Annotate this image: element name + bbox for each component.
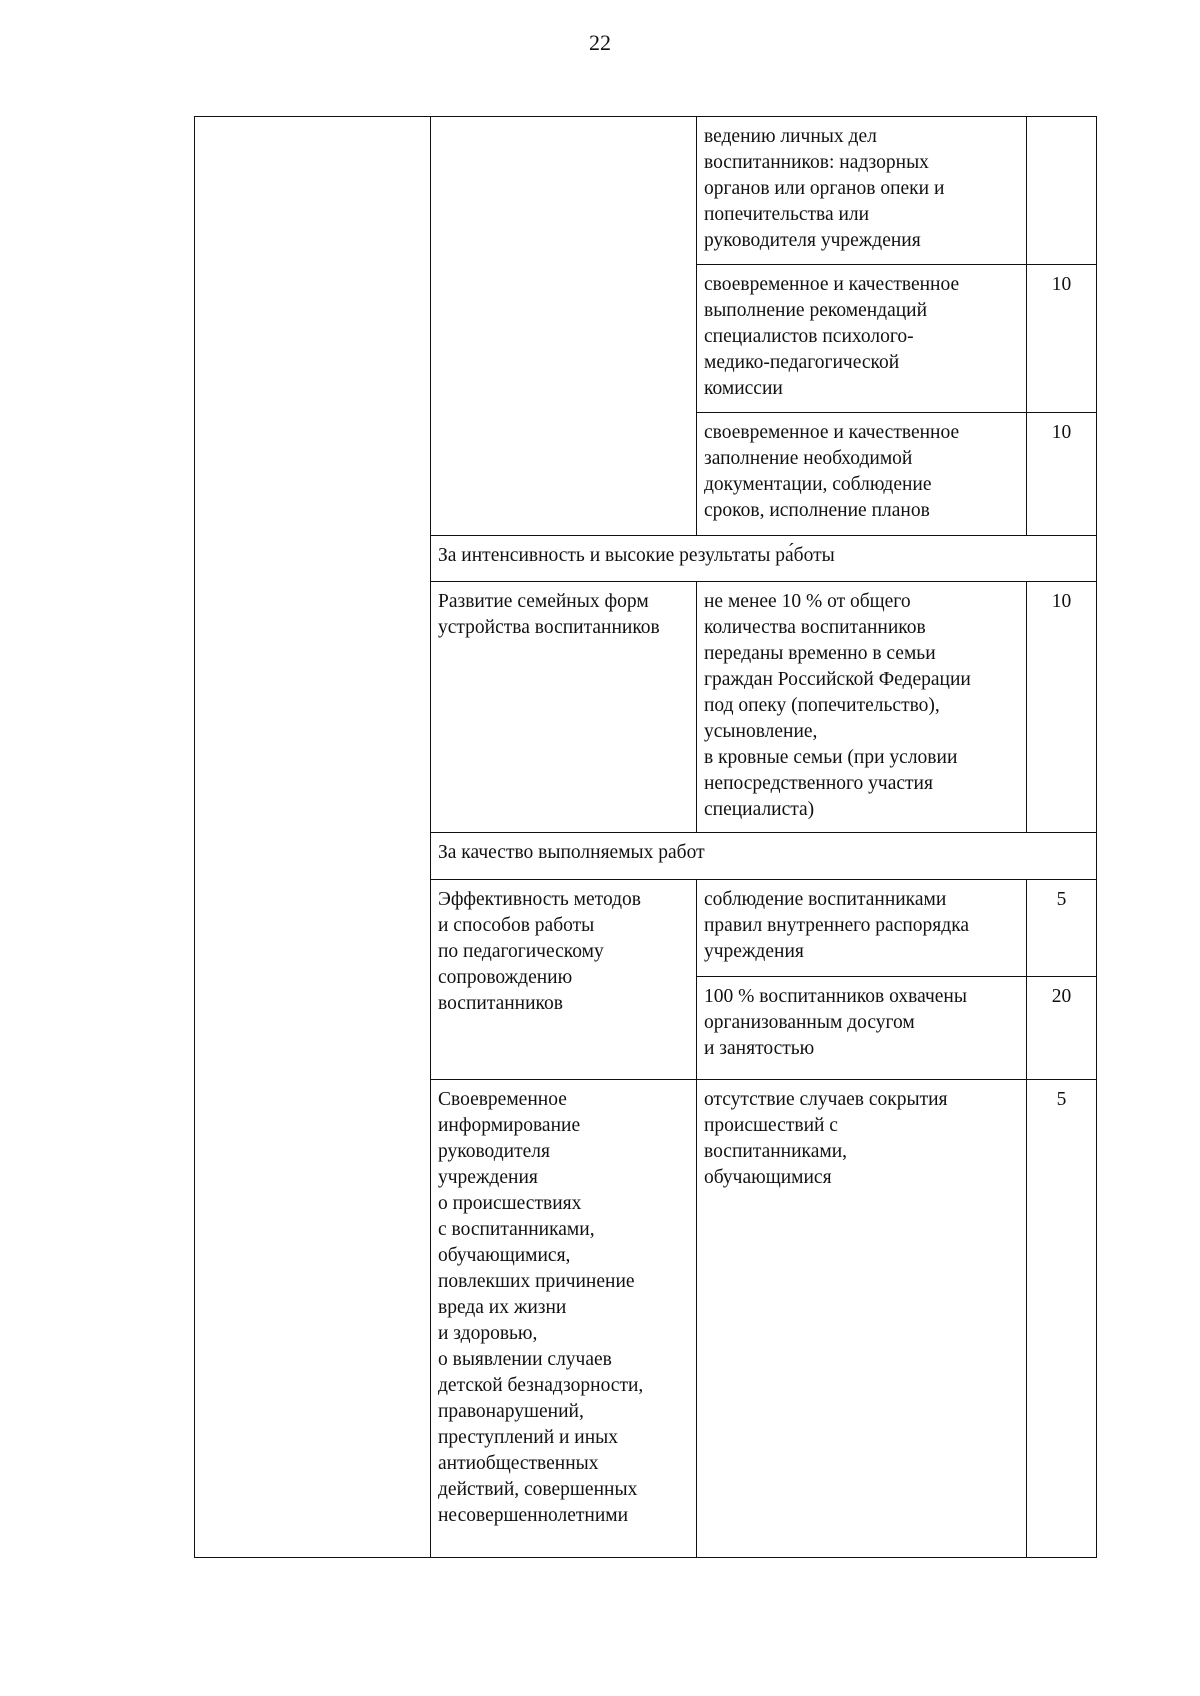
criterion-cell: не менее 10 % от общего количества воспитанников переданы временно в семьи граждан Российской Федерации под опеку (попечительство), усыновление, в кровные семьи (при условии непосредственного участия специалиста) [697, 582, 1027, 833]
criterion-cell: своевременное и качественное заполнение необходимой документации, соблюдение сроков, исполнение планов [697, 413, 1027, 536]
section-title: За качество выполняемых работ [431, 833, 1097, 880]
criterion-cell: отсутствие случаев сокрытия происшествий с воспитанниками, обучающимися [697, 1080, 1027, 1558]
points-cell: 10 [1027, 413, 1097, 536]
indicator-cell [431, 117, 697, 536]
section-title: За интенсивность и высокие результаты ра́боты [431, 536, 1097, 582]
points-cell: 10 [1027, 582, 1097, 833]
criterion-cell: 100 % воспитанников охвачены организованным досугом и занятостью [697, 977, 1027, 1080]
page-number: 22 [589, 30, 611, 55]
points-cell: 5 [1027, 1080, 1097, 1558]
criterion-cell: соблюдение воспитанниками правил внутреннего распорядка учреждения [697, 880, 1027, 977]
points-cell: 5 [1027, 880, 1097, 977]
points-cell [1027, 117, 1097, 265]
table-row [195, 117, 1097, 265]
criterion-cell: своевременное и качественное выполнение рекомендаций специалистов психолого- медико-педагогической комиссии [697, 265, 1027, 413]
criterion-cell: ведению личных дел воспитанников: надзорных органов или органов опеки и попечительства или руководителя учреждения [697, 117, 1027, 265]
indicator-cell: Своевременное информирование руководителя учреждения о происшествиях с воспитанниками, обучающимися, повлекших причинение вреда их жизни и здоровью, о выявлении случаев детской безнадзорности, правонарушений, преступлений и иных антиобщественных действий, совершенных несовершеннолетними [431, 1080, 697, 1558]
points-cell: 20 [1027, 977, 1097, 1080]
points-cell: 10 [1027, 265, 1097, 413]
position-cell [195, 117, 431, 1558]
criteria-table [194, 116, 1097, 1558]
indicator-cell: Эффективность методов и способов работы по педагогическому сопровождению воспитанников [431, 880, 697, 1080]
indicator-cell: Развитие семейных форм устройства воспитанников [431, 582, 697, 833]
